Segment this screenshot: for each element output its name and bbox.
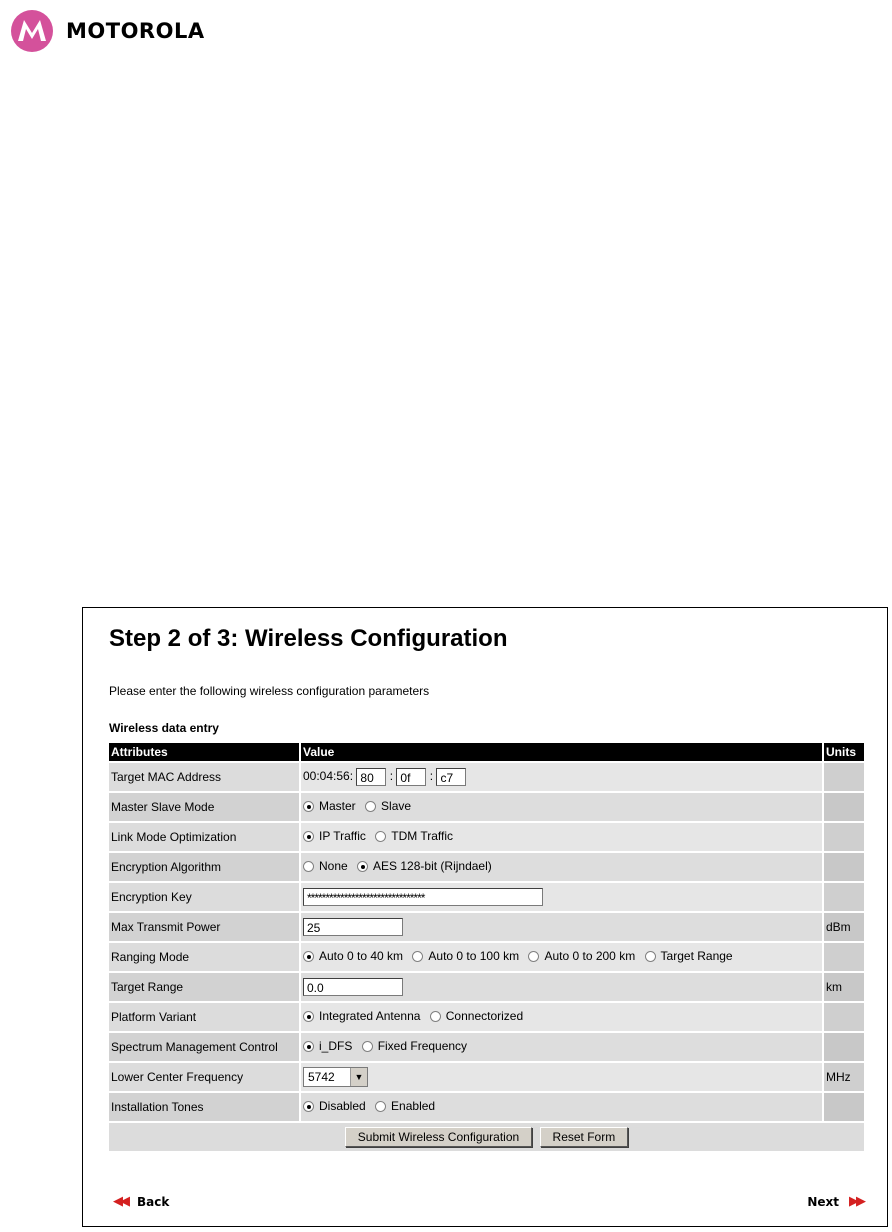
mac-separator: :	[429, 769, 434, 784]
radio-ip-traffic[interactable]	[303, 829, 366, 843]
radio-label: Enabled	[391, 1099, 436, 1114]
unit-cell	[824, 1093, 864, 1121]
max-power-input[interactable]: 25	[303, 918, 403, 936]
unit-cell	[824, 943, 864, 971]
radio-label: Disabled	[319, 1099, 366, 1114]
value-cell	[301, 883, 822, 911]
attr-label: Master Slave Mode	[109, 793, 299, 821]
radio-connectorized[interactable]	[430, 1009, 523, 1023]
radio-auto-200[interactable]	[528, 949, 635, 963]
radio-label: None	[319, 859, 348, 874]
header-units: Units	[824, 743, 864, 761]
value-cell	[301, 1033, 822, 1061]
attr-label: Encryption Key	[109, 883, 299, 911]
wireless-config-table	[107, 741, 866, 1153]
mac-octet-2-input[interactable]: 0f	[396, 768, 426, 786]
radio-dot	[365, 801, 376, 812]
next-link[interactable]	[807, 1194, 863, 1209]
value-cell	[301, 973, 822, 1001]
radio-auto-40[interactable]	[303, 949, 403, 963]
unit-label: MHz	[824, 1063, 864, 1091]
radio-label: Integrated Antenna	[319, 1009, 421, 1024]
radio-label: Target Range	[660, 949, 733, 964]
buttons-cell	[109, 1123, 864, 1151]
radio-dot-selected	[357, 861, 368, 872]
value-cell	[301, 943, 822, 971]
radio-dot	[430, 1011, 441, 1022]
radio-slave[interactable]	[365, 799, 411, 813]
row-target-range	[109, 973, 864, 1001]
radio-dot-selected	[303, 831, 314, 842]
value-cell	[301, 1093, 822, 1121]
row-encryption-key	[109, 883, 864, 911]
value-cell	[301, 763, 822, 791]
unit-cell	[824, 763, 864, 791]
row-buttons	[109, 1123, 864, 1151]
mac-prefix: 00:04:56:	[303, 769, 354, 784]
value-cell	[301, 853, 822, 881]
attr-label: Platform Variant	[109, 1003, 299, 1031]
row-target-mac	[109, 763, 864, 791]
attr-label: Installation Tones	[109, 1093, 299, 1121]
attr-label: Ranging Mode	[109, 943, 299, 971]
attr-label: Encryption Algorithm	[109, 853, 299, 881]
radio-aes[interactable]	[357, 859, 492, 873]
target-range-input[interactable]: 0.0	[303, 978, 403, 996]
unit-cell	[824, 853, 864, 881]
submit-wireless-config-button[interactable]: Submit Wireless Configuration	[345, 1127, 532, 1147]
radio-label: Auto 0 to 200 km	[544, 949, 636, 964]
row-link-mode	[109, 823, 864, 851]
radio-target-range[interactable]	[645, 949, 733, 963]
radio-dot	[645, 951, 656, 962]
double-left-arrow-icon: ◀◀	[113, 1194, 127, 1209]
logo-wordmark: MOTOROLA	[66, 19, 205, 43]
chevron-down-icon[interactable]: ▼	[350, 1068, 367, 1086]
intro-text: Please enter the following wireless configuration parameters	[109, 684, 430, 698]
radio-none[interactable]	[303, 859, 348, 873]
double-right-arrow-icon: ▶▶	[849, 1194, 863, 1209]
row-platform-variant	[109, 1003, 864, 1031]
mac-octet-3-input[interactable]: c7	[436, 768, 466, 786]
header-attributes: Attributes	[109, 743, 299, 761]
wireless-config-screenshot	[82, 607, 888, 1227]
radio-dot	[303, 861, 314, 872]
radio-label: Fixed Frequency	[377, 1039, 468, 1054]
motorola-batwing-icon	[10, 9, 54, 53]
radio-dot	[362, 1041, 373, 1052]
next-label: Next	[807, 1194, 839, 1209]
row-master-slave	[109, 793, 864, 821]
unit-cell	[824, 823, 864, 851]
row-lower-center-frequency	[109, 1063, 864, 1091]
radio-dot-selected	[303, 1101, 314, 1112]
radio-master[interactable]	[303, 799, 356, 813]
radio-label: i_DFS	[319, 1039, 353, 1054]
motorola-logo	[10, 9, 205, 53]
unit-label: km	[824, 973, 864, 1001]
row-installation-tones	[109, 1093, 864, 1121]
encryption-key-input[interactable]: ********************************	[303, 888, 543, 906]
radio-dot-selected	[303, 801, 314, 812]
radio-i-dfs[interactable]	[303, 1039, 352, 1053]
radio-dot	[528, 951, 539, 962]
row-ranging-mode	[109, 943, 864, 971]
radio-dot	[375, 831, 386, 842]
radio-label: Master	[319, 799, 356, 814]
lower-frequency-select[interactable]	[303, 1067, 368, 1087]
unit-label: dBm	[824, 913, 864, 941]
radio-dot	[412, 951, 423, 962]
value-cell	[301, 1063, 822, 1091]
select-value: 5742	[308, 1070, 335, 1084]
value-cell	[301, 823, 822, 851]
row-encryption-algorithm	[109, 853, 864, 881]
attr-label: Max Transmit Power	[109, 913, 299, 941]
radio-auto-100[interactable]	[412, 949, 519, 963]
header-value: Value	[301, 743, 822, 761]
value-cell	[301, 793, 822, 821]
radio-fixed-frequency[interactable]	[362, 1039, 467, 1053]
radio-dot	[375, 1101, 386, 1112]
radio-label: Auto 0 to 40 km	[319, 949, 404, 964]
row-spectrum-management	[109, 1033, 864, 1061]
attr-label: Link Mode Optimization	[109, 823, 299, 851]
attr-label: Target Range	[109, 973, 299, 1001]
radio-disabled[interactable]	[303, 1099, 366, 1113]
reset-form-button[interactable]: Reset Form	[540, 1127, 629, 1147]
radio-label: TDM Traffic	[391, 829, 454, 844]
value-cell	[301, 913, 822, 941]
radio-label: Auto 0 to 100 km	[428, 949, 520, 964]
attr-label: Spectrum Management Control	[109, 1033, 299, 1061]
radio-dot-selected	[303, 1041, 314, 1052]
mac-octet-1-input[interactable]: 80	[356, 768, 386, 786]
unit-cell	[824, 793, 864, 821]
table-header-row	[109, 743, 864, 761]
mac-separator: :	[389, 769, 394, 784]
attr-label: Target MAC Address	[109, 763, 299, 791]
radio-integrated-antenna[interactable]	[303, 1009, 420, 1023]
radio-enabled[interactable]	[375, 1099, 435, 1113]
back-link[interactable]	[113, 1194, 169, 1209]
attr-label: Lower Center Frequency	[109, 1063, 299, 1091]
unit-cell	[824, 883, 864, 911]
back-label: Back	[137, 1194, 170, 1209]
unit-cell	[824, 1003, 864, 1031]
radio-label: Connectorized	[445, 1009, 524, 1024]
radio-label: Slave	[381, 799, 412, 814]
unit-cell	[824, 1033, 864, 1061]
radio-label: IP Traffic	[319, 829, 366, 844]
section-title: Wireless data entry	[109, 721, 219, 735]
row-max-transmit-power	[109, 913, 864, 941]
radio-dot-selected	[303, 1011, 314, 1022]
value-cell	[301, 1003, 822, 1031]
radio-label: AES 128-bit (Rijndael)	[373, 859, 492, 874]
radio-dot-selected	[303, 951, 314, 962]
radio-tdm-traffic[interactable]	[375, 829, 453, 843]
page-title: Step 2 of 3: Wireless Configuration	[109, 625, 508, 652]
